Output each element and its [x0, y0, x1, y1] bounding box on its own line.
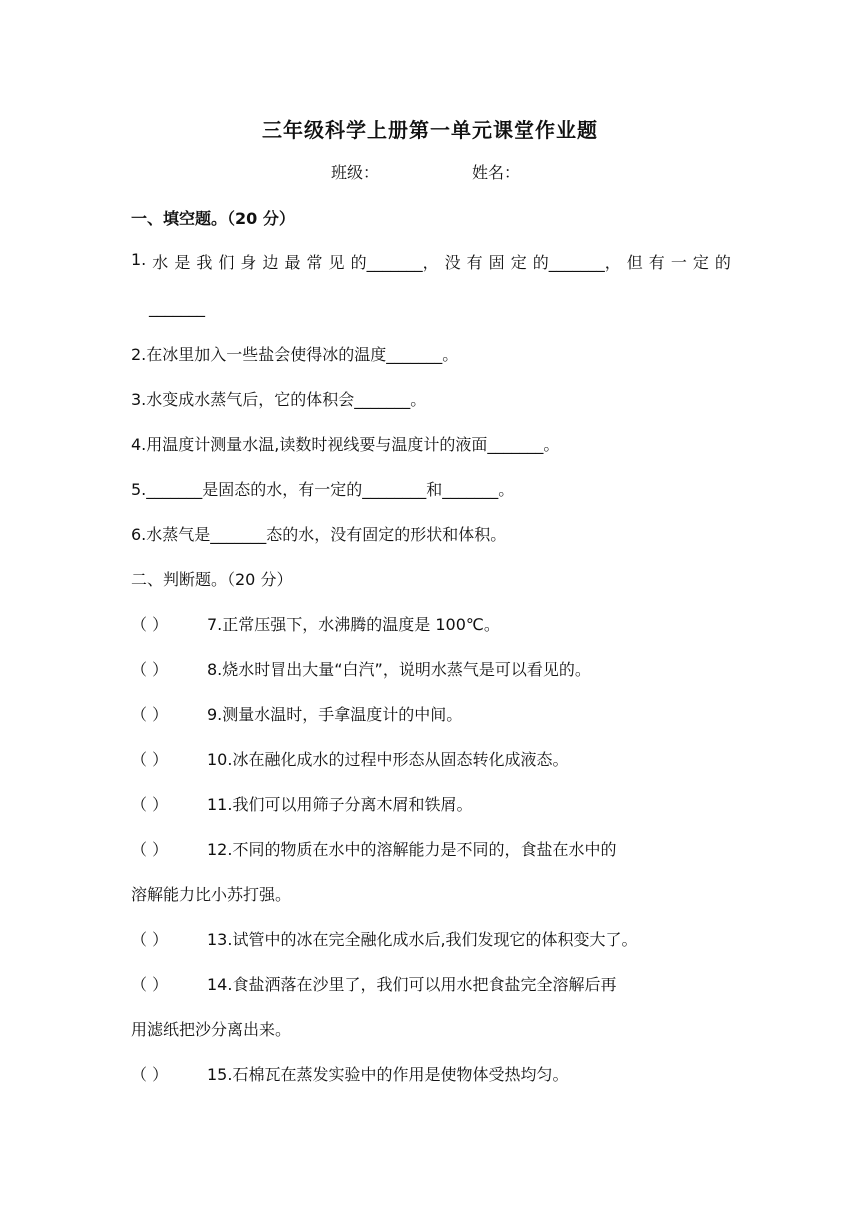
judge-section-heading: 二、判断题。（20 分）	[131, 570, 293, 589]
judge-question	[131, 837, 616, 860]
name-label: 姓名：	[472, 163, 521, 182]
question-1-segment: 们	[218, 253, 235, 272]
judge-question-text: 11.我们可以用筛子分离木屑和铁屑。	[207, 795, 473, 814]
judge-question	[131, 747, 568, 770]
answer-parentheses[interactable]: （ ）	[131, 615, 169, 634]
question-1-segment: 见	[328, 253, 345, 272]
answer-parentheses[interactable]: （ ）	[131, 840, 169, 859]
question-1-segment: 一	[670, 253, 687, 272]
question-1-segment: 固	[488, 253, 505, 272]
question-1-segment: 有	[466, 253, 483, 272]
judge-question-text: 8.烧水时冒出大量“白汽”，说明水蒸气是可以看见的。	[207, 660, 591, 679]
answer-parentheses[interactable]: （ ）	[131, 975, 169, 994]
question-6: 6.水蒸气是_______态的水，没有固定的形状和体积。	[131, 525, 507, 544]
question-1-segment: 最	[284, 253, 301, 272]
question-2: 2.在冰里加入一些盐会使得冰的温度_______。	[131, 345, 459, 364]
class-label: 班级：	[331, 163, 380, 182]
question-1-segment: 定	[510, 253, 527, 272]
page-title: 三年级科学上册第一单元课堂作业题	[262, 118, 598, 142]
answer-parentheses[interactable]: （ ）	[131, 660, 169, 679]
question-1-segment: 定	[692, 253, 709, 272]
question-1-tail: _______	[149, 298, 205, 317]
question-1-segment: 的_______，	[350, 253, 439, 272]
question-4: 4.用温度计测量水温,读数时视线要与温度计的液面_______。	[131, 435, 560, 454]
judge-question	[131, 927, 638, 950]
question-5: 5._______是固态的水，有一定的________和_______。	[131, 480, 515, 499]
question-1-segment: 的	[714, 253, 731, 272]
answer-parentheses[interactable]: （ ）	[131, 1065, 169, 1084]
question-1-segment: 但	[626, 253, 643, 272]
judge-question	[131, 972, 616, 995]
judge-question-text: 7.正常压强下，水沸腾的温度是 100℃。	[207, 615, 500, 634]
judge-question-text: 12.不同的物质在水中的溶解能力是不同的，食盐在水中的	[207, 840, 617, 859]
answer-parentheses[interactable]: （ ）	[131, 795, 169, 814]
judge-question-text: 13.试管中的冰在完全融化成水后,我们发现它的体积变大了。	[207, 930, 638, 949]
judge-question-text: 9.测量水温时，手拿温度计的中间。	[207, 705, 463, 724]
judge-question	[131, 702, 462, 725]
question-1-segment: 是	[174, 253, 191, 272]
question-1-segment: 边	[262, 253, 279, 272]
judge-question-continuation: 溶解能力比小苏打强。	[131, 885, 292, 904]
judge-question-text: 14.食盐洒落在沙里了，我们可以用水把食盐完全溶解后再	[207, 975, 617, 994]
question-1-segment: 1.	[131, 250, 147, 269]
question-1-segment: 身	[240, 253, 257, 272]
answer-parentheses[interactable]: （ ）	[131, 750, 169, 769]
question-1-segment: 我	[196, 253, 213, 272]
answer-parentheses[interactable]: （ ）	[131, 930, 169, 949]
answer-parentheses[interactable]: （ ）	[131, 705, 169, 724]
judge-question	[131, 792, 472, 815]
judge-question	[131, 612, 500, 635]
question-1-segment: 的_______，	[532, 253, 621, 272]
judge-question-text: 15.石棉瓦在蒸发实验中的作用是使物体受热均匀。	[207, 1065, 569, 1084]
question-1-segment: 有	[648, 253, 665, 272]
judge-question-text: 10.冰在融化成水的过程中形态从固态转化成液态。	[207, 750, 569, 769]
question-1	[131, 250, 731, 273]
question-1-segment: 没	[444, 253, 461, 272]
judge-question	[131, 1062, 568, 1085]
judge-question-continuation: 用滤纸把沙分离出来。	[131, 1020, 292, 1039]
fill-section-heading: 一、填空题。（20 分）	[131, 209, 295, 228]
question-1-segment: 水	[152, 253, 169, 272]
question-1-segment: 常	[306, 253, 323, 272]
question-3: 3.水变成水蒸气后，它的体积会_______。	[131, 390, 427, 409]
judge-question	[131, 657, 591, 680]
